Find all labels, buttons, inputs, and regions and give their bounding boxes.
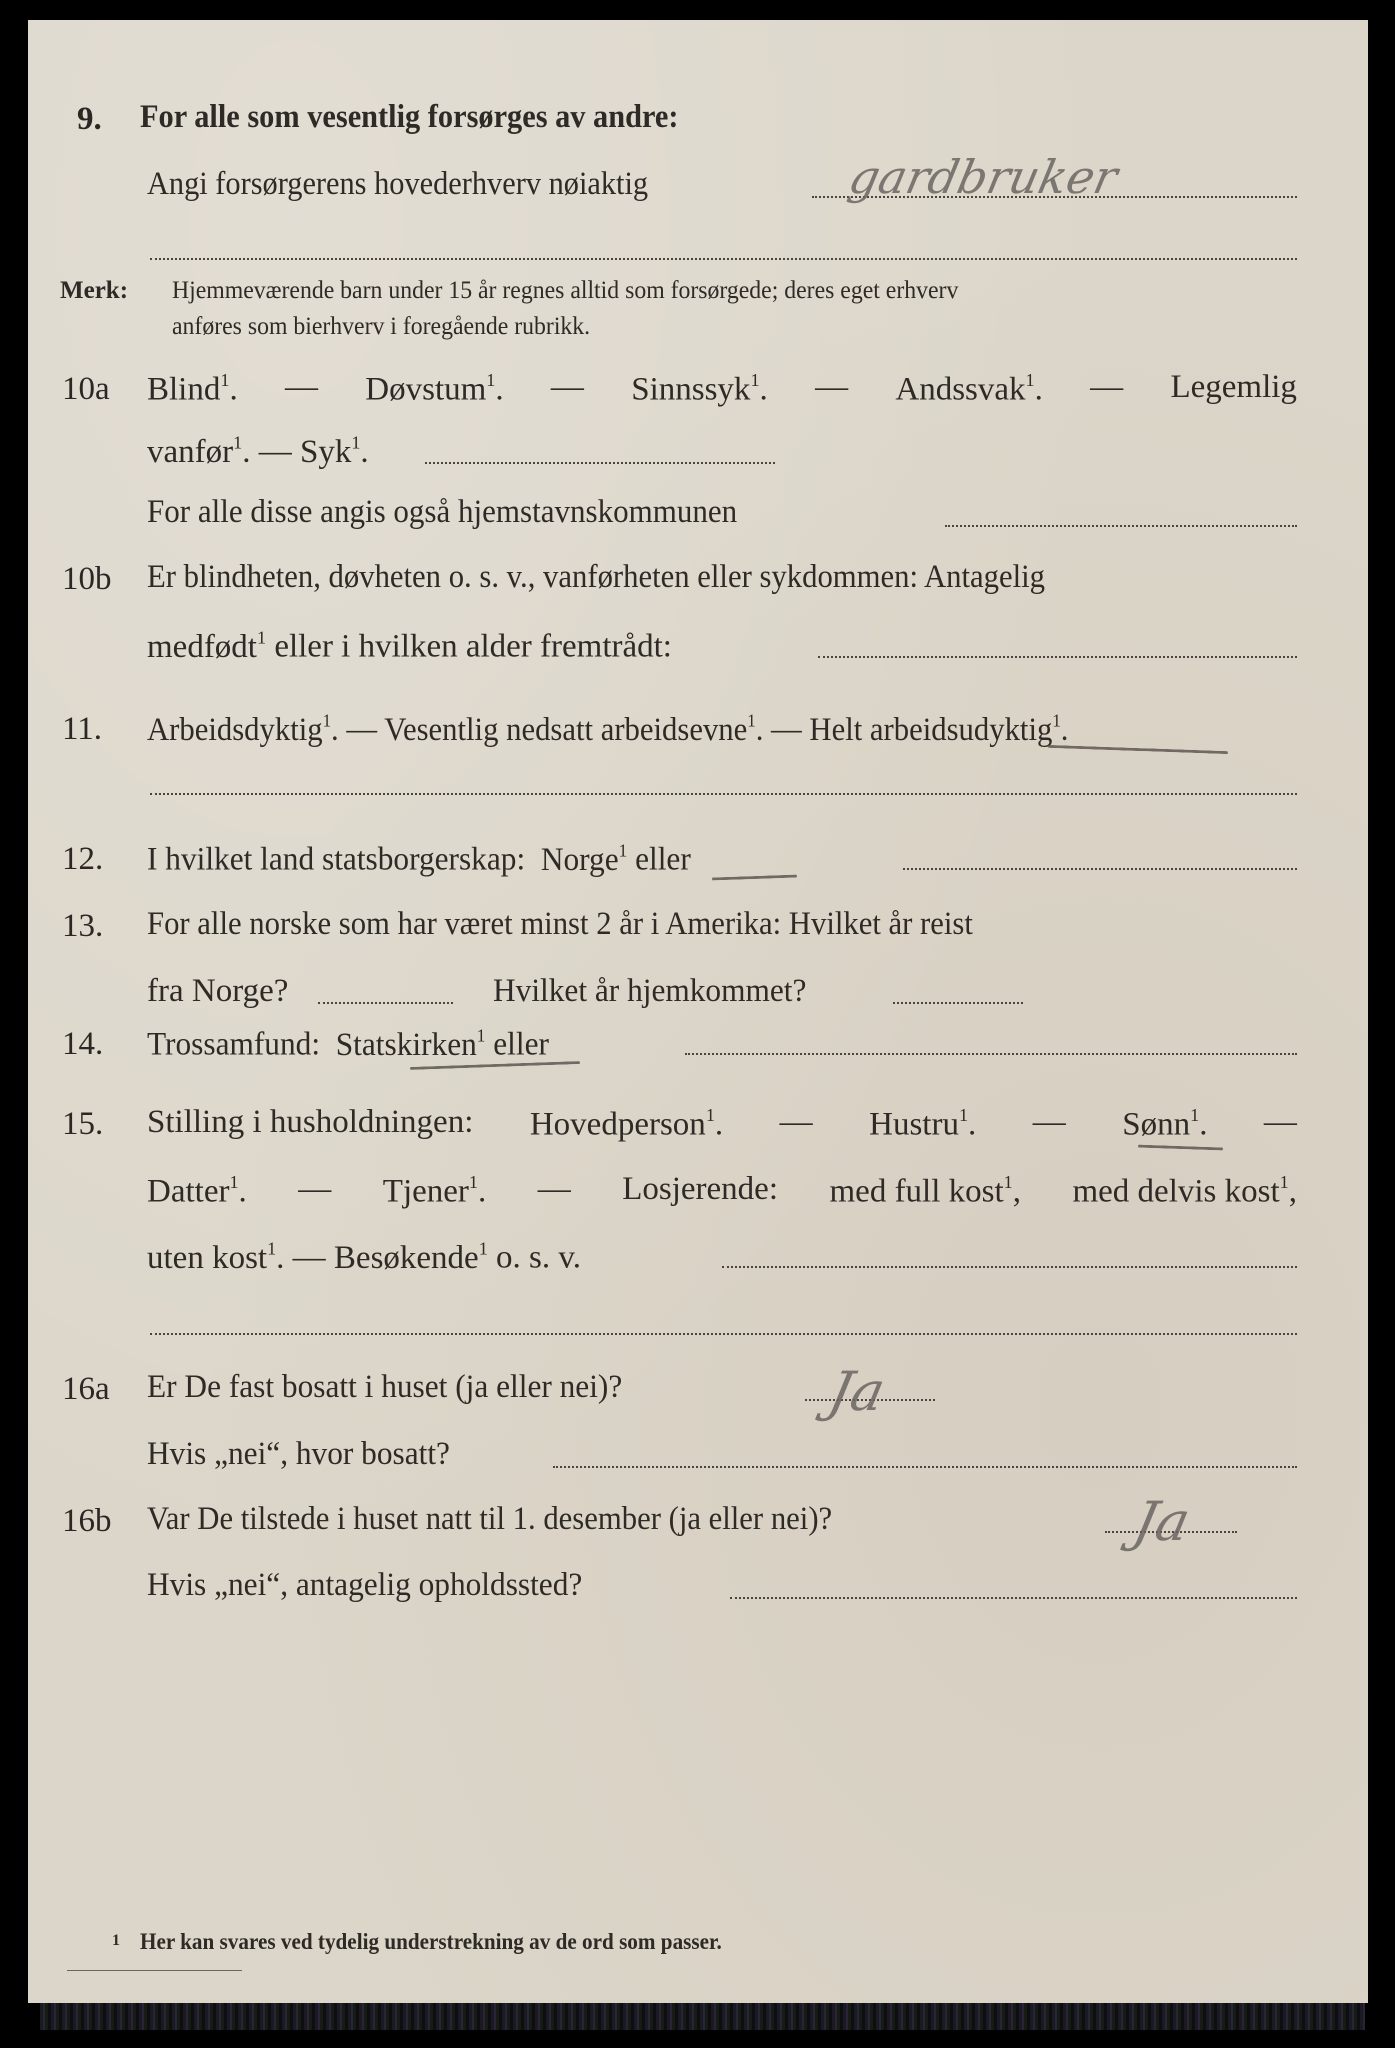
q10a-line2 (147, 433, 369, 469)
q15-option-sonn[interactable]: Sønn$^1$. (1122, 1105, 1208, 1143)
q15-osv: o. s. v. (496, 1239, 581, 1276)
q12-option-norge[interactable]: Norge$^1$ (540, 840, 628, 878)
q15-option-uten-kost[interactable]: uten kost$^1$. (147, 1238, 285, 1276)
q10b-line2-text: eller i hvilken alder fremtrådt: (274, 628, 672, 665)
q13-number: 13. (62, 908, 104, 944)
q10a-option-blind[interactable]: Blind$^1$. (147, 370, 238, 408)
q15-answer-line-2[interactable] (150, 1333, 1297, 1335)
q14-number: 14. (62, 1026, 104, 1062)
q9-prompt-text: Angi forsørgerens hovederhverv nøiaktig (147, 166, 649, 202)
q10a-option-vanfor[interactable]: vanfør$^1$. (147, 432, 251, 470)
q16a-handwritten-answer: Ja (823, 1360, 891, 1423)
q15-option-tjener[interactable]: Tjener$^1$. (382, 1172, 487, 1210)
q12-suffix: eller (635, 841, 691, 878)
q11-option-arbeidsdyktig[interactable]: Arbeidsdyktig$^1$. (147, 710, 339, 748)
q10b-line1: Er blindheten, døvheten o. s. v., vanførheten eller sykdommen: Antagelig (147, 559, 1046, 595)
q13-return-year-line[interactable] (893, 1002, 1023, 1004)
q10b-line2 (147, 628, 672, 664)
q11-option-nedsatt[interactable]: Vesentlig nedsatt arbeidsevne$^1$. (384, 710, 764, 748)
q10b-option-medfodt[interactable]: medfødt$^1$ (147, 627, 267, 665)
separator: — (258, 433, 292, 470)
merk-line2: anføres som bierhverv i foregående rubrikk. (172, 313, 591, 340)
q15-option-delvis-kost[interactable]: med delvis kost$^1$, (1072, 1172, 1297, 1210)
q10a-hjemstavn-line[interactable] (945, 525, 1297, 527)
q16b-followup-line[interactable] (730, 1597, 1297, 1599)
q10a-line3: For alle disse angis også hjemstavnskommunen (147, 494, 738, 530)
q13-line2b: Hvilket år hjemkommet? (493, 973, 807, 1009)
q15-losjerende: Losjerende: (622, 1171, 778, 1207)
q10a-option-syk[interactable]: Syk$^1$. (299, 432, 369, 470)
q10a-option-andssvak[interactable]: Andssvak$^1$. (895, 370, 1043, 408)
q16a-prompt: Er De fast bosatt i huset (ja eller nei)? (147, 1369, 623, 1405)
q14-suffix: eller (493, 1026, 549, 1063)
merk-line1: Hjemmeværende barn under 15 år regnes alltid som forsørgede; deres eget erhverv (172, 277, 959, 304)
q9-answer-line-2[interactable] (150, 258, 1297, 260)
q13-line1: For alle norske som har været minst 2 år i Amerika: Hvilket år reist (147, 906, 973, 942)
q15-other-line[interactable] (722, 1266, 1297, 1268)
q12-prompt: I hvilket land statsborgerskap: (147, 841, 526, 878)
q15-option-datter[interactable]: Datter$^1$. (147, 1172, 247, 1210)
q15-prefix: Stilling i husholdningen: (147, 1104, 474, 1140)
footnote-marker: 1 (112, 1932, 120, 1949)
q11-answer-line[interactable] (150, 793, 1297, 795)
q11-number: 11. (62, 711, 103, 747)
q15-line3: uten kost$^1$. — Besøkende$^1$ o. s. v. (147, 1238, 581, 1276)
scan-edge-artifact (40, 2003, 1365, 2030)
q15-line2: Datter$^1$. — Tjener$^1$. — Losjerende: med full kost$^1$, med delvis kost$^1$, (147, 1171, 1297, 1210)
q10a-syk-line[interactable] (425, 462, 775, 464)
q15-line1: Stilling i husholdningen: Hovedperson$^1$. — Hustru$^1$. — Sønn$^1$. — (147, 1104, 1297, 1143)
q16b-number: 16b (62, 1503, 112, 1539)
q10b-age-line[interactable] (818, 656, 1297, 658)
q15-option-hustru[interactable]: Hustru$^1$. (869, 1105, 977, 1143)
separator: — (1090, 369, 1124, 405)
separator: — (550, 369, 584, 405)
q10b-number: 10b (62, 561, 112, 597)
q9-handwritten-answer: gardbruker (844, 150, 1123, 204)
q10a-number: 10a (62, 371, 110, 407)
separator: — (284, 369, 318, 405)
q9-title: For alle som vesentlig forsørges av andre: (140, 99, 679, 135)
q13-line2a: fra Norge? (147, 973, 289, 1009)
q12-number: 12. (62, 841, 104, 877)
footnote-text: Her kan svares ved tydelig understrekning av de ord som passer. (140, 1929, 722, 1954)
q16b-followup: Hvis „nei“, antagelig opholdssted? (147, 1567, 583, 1603)
q15-number: 15. (62, 1106, 104, 1142)
q16a-followup-line[interactable] (553, 1466, 1297, 1468)
q11-options: Arbeidsdyktig$^1$. — Vesentlig nedsatt arbeidsevne$^1$. — Helt arbeidsudyktig$^1$. (147, 710, 1069, 748)
q12-line (147, 841, 691, 877)
q16a-number: 16a (62, 1371, 110, 1407)
q13-departure-year-line[interactable] (318, 1002, 453, 1004)
q10a-option-dovstum[interactable]: Døvstum$^1$. (365, 370, 504, 408)
q14-option-statskirken[interactable]: Statskirken$^1$ (335, 1025, 486, 1063)
merk-label: Merk: (60, 277, 129, 304)
q14-line (147, 1026, 549, 1062)
separator: — (815, 369, 849, 405)
q11-option-udyktig[interactable]: Helt arbeidsudyktig$^1$. (809, 710, 1069, 748)
q15-option-besokende[interactable]: Besøkende$^1$ (333, 1238, 488, 1276)
q10a-option-sinnssyk[interactable]: Sinnssyk$^1$. (631, 370, 768, 408)
q15-option-hovedperson[interactable]: Hovedperson$^1$. (529, 1105, 724, 1143)
q16b-prompt: Var De tilstede i huset natt til 1. desember (ja eller nei)? (147, 1501, 833, 1537)
q16b-handwritten-answer: Ja (1128, 1490, 1196, 1553)
q10a-option-legemlig[interactable]: Legemlig (1170, 369, 1297, 405)
q10a-options (147, 371, 1297, 407)
q14-other-line[interactable] (685, 1053, 1297, 1055)
q9-prompt (147, 168, 648, 201)
footnote-rule (67, 1970, 242, 1971)
q15-option-full-kost[interactable]: med full kost$^1$, (829, 1172, 1021, 1210)
q9-number: 9. (77, 101, 102, 137)
q14-prompt: Trossamfund: (147, 1026, 321, 1063)
q16a-followup: Hvis „nei“, hvor bosatt? (147, 1436, 450, 1472)
q12-other-line[interactable] (903, 868, 1297, 870)
